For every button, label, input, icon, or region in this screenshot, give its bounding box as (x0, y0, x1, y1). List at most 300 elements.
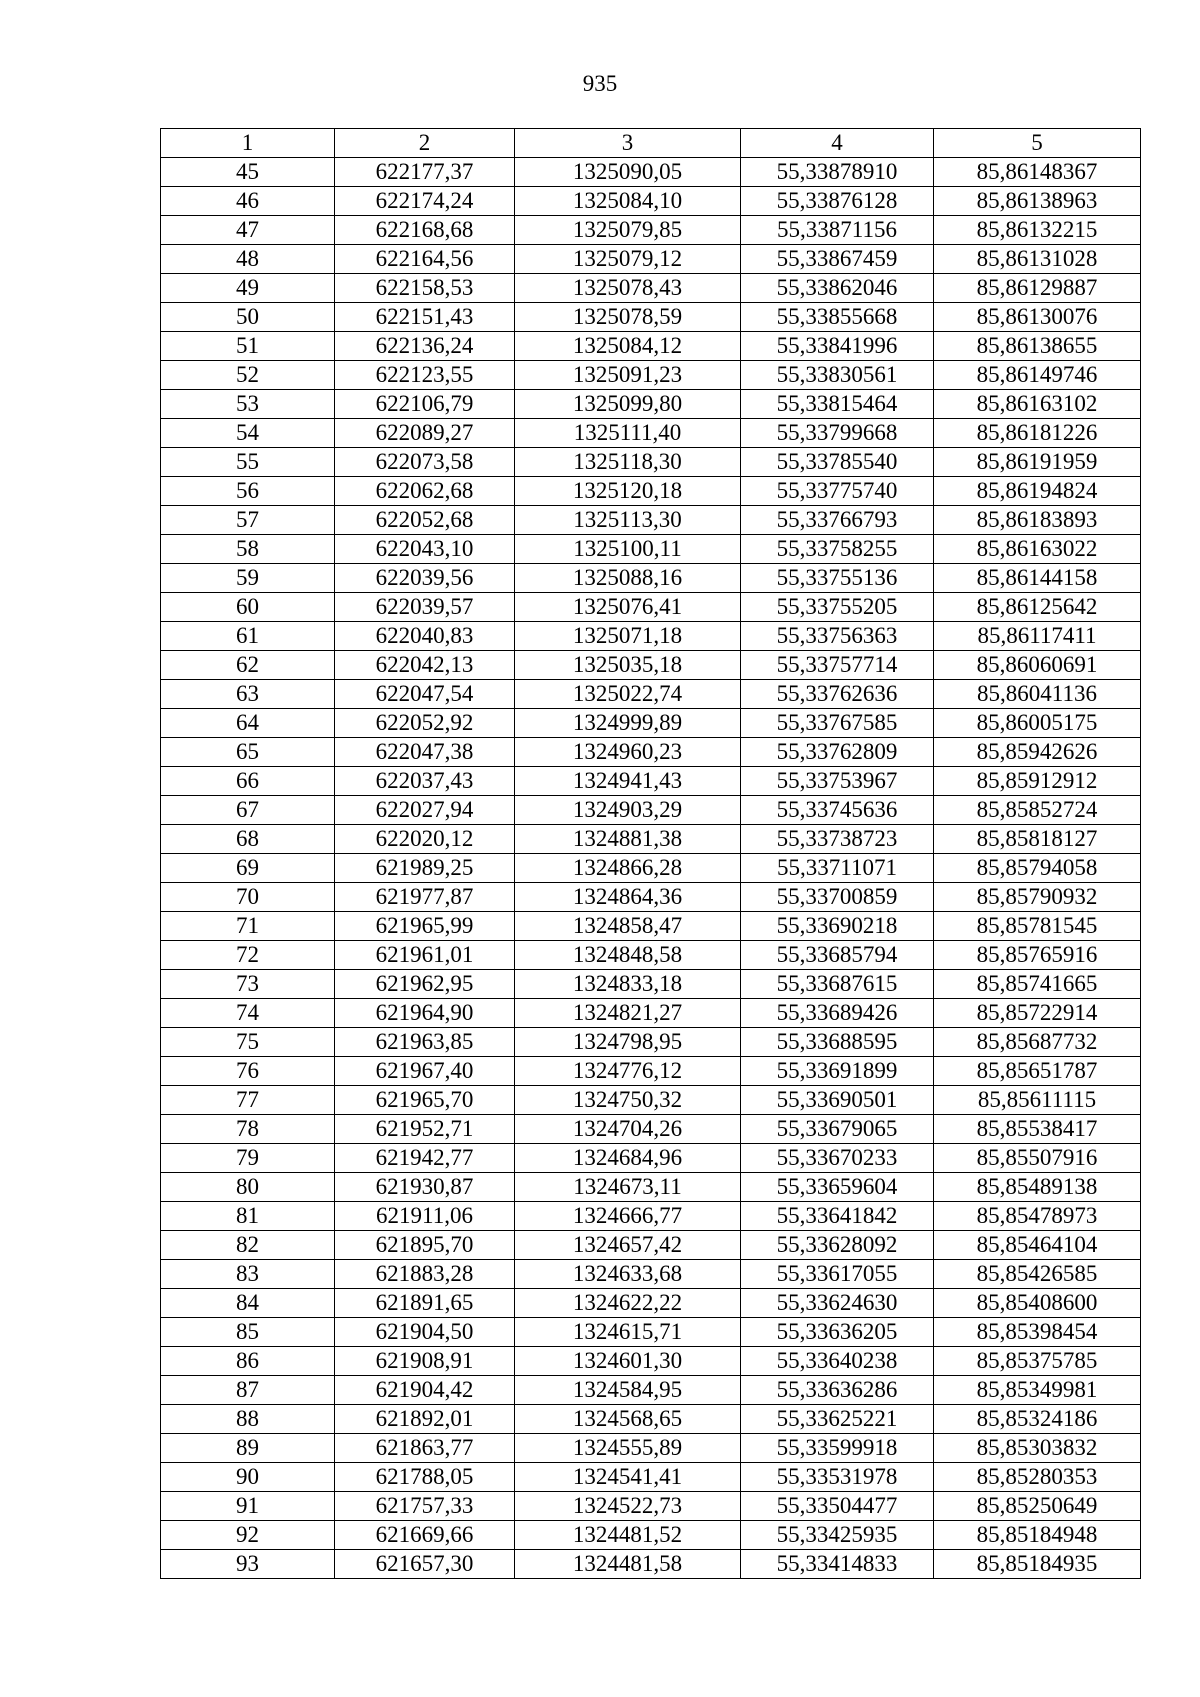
latitude-cell: 55,33640238 (741, 1347, 934, 1376)
longitude-cell: 85,85687732 (934, 1028, 1141, 1057)
y-coordinate-cell: 1325078,59 (515, 303, 741, 332)
table-row (161, 622, 1141, 651)
longitude-cell: 85,85280353 (934, 1463, 1141, 1492)
y-coordinate-cell: 1325113,30 (515, 506, 741, 535)
longitude-cell: 85,85426585 (934, 1260, 1141, 1289)
longitude-cell: 85,86005175 (934, 709, 1141, 738)
point-number-cell: 82 (161, 1231, 335, 1260)
point-number-cell: 55 (161, 448, 335, 477)
point-number-cell: 93 (161, 1550, 335, 1579)
point-number-cell: 81 (161, 1202, 335, 1231)
longitude-cell: 85,86194824 (934, 477, 1141, 506)
latitude-cell: 55,33745636 (741, 796, 934, 825)
longitude-cell: 85,86130076 (934, 303, 1141, 332)
x-coordinate-cell: 621967,40 (335, 1057, 515, 1086)
point-number-cell: 58 (161, 535, 335, 564)
latitude-cell: 55,33531978 (741, 1463, 934, 1492)
table-row (161, 1057, 1141, 1086)
x-coordinate-cell: 622052,92 (335, 709, 515, 738)
longitude-cell: 85,85184948 (934, 1521, 1141, 1550)
table-row (161, 1318, 1141, 1347)
point-number-cell: 71 (161, 912, 335, 941)
latitude-cell: 55,33876128 (741, 187, 934, 216)
header-cell-col-3: 3 (515, 129, 741, 158)
y-coordinate-cell: 1324555,89 (515, 1434, 741, 1463)
longitude-cell: 85,85651787 (934, 1057, 1141, 1086)
x-coordinate-cell: 622027,94 (335, 796, 515, 825)
table-row (161, 245, 1141, 274)
point-number-cell: 91 (161, 1492, 335, 1521)
longitude-cell: 85,85790932 (934, 883, 1141, 912)
x-coordinate-cell: 622042,13 (335, 651, 515, 680)
y-coordinate-cell: 1325090,05 (515, 158, 741, 187)
x-coordinate-cell: 621977,87 (335, 883, 515, 912)
x-coordinate-cell: 621895,70 (335, 1231, 515, 1260)
point-number-cell: 47 (161, 216, 335, 245)
y-coordinate-cell: 1324821,27 (515, 999, 741, 1028)
longitude-cell: 85,85464104 (934, 1231, 1141, 1260)
y-coordinate-cell: 1324541,41 (515, 1463, 741, 1492)
point-number-cell: 62 (161, 651, 335, 680)
table-row (161, 883, 1141, 912)
header-cell-col-2: 2 (335, 129, 515, 158)
y-coordinate-cell: 1324684,96 (515, 1144, 741, 1173)
longitude-cell: 85,85765916 (934, 941, 1141, 970)
latitude-cell: 55,33756363 (741, 622, 934, 651)
longitude-cell: 85,86163022 (934, 535, 1141, 564)
point-number-cell: 84 (161, 1289, 335, 1318)
header-row (161, 129, 1141, 158)
y-coordinate-cell: 1325035,18 (515, 651, 741, 680)
point-number-cell: 83 (161, 1260, 335, 1289)
latitude-cell: 55,33679065 (741, 1115, 934, 1144)
table-row (161, 1550, 1141, 1579)
longitude-cell: 85,85741665 (934, 970, 1141, 999)
latitude-cell: 55,33625221 (741, 1405, 934, 1434)
point-number-cell: 61 (161, 622, 335, 651)
point-number-cell: 80 (161, 1173, 335, 1202)
latitude-cell: 55,33425935 (741, 1521, 934, 1550)
latitude-cell: 55,33628092 (741, 1231, 934, 1260)
point-number-cell: 76 (161, 1057, 335, 1086)
longitude-cell: 85,85538417 (934, 1115, 1141, 1144)
point-number-cell: 60 (161, 593, 335, 622)
y-coordinate-cell: 1324848,58 (515, 941, 741, 970)
point-number-cell: 78 (161, 1115, 335, 1144)
table-row (161, 999, 1141, 1028)
y-coordinate-cell: 1325111,40 (515, 419, 741, 448)
table-row (161, 477, 1141, 506)
longitude-cell: 85,86191959 (934, 448, 1141, 477)
point-number-cell: 56 (161, 477, 335, 506)
table-row (161, 332, 1141, 361)
x-coordinate-cell: 621863,77 (335, 1434, 515, 1463)
table-row (161, 854, 1141, 883)
x-coordinate-cell: 621669,66 (335, 1521, 515, 1550)
latitude-cell: 55,33855668 (741, 303, 934, 332)
x-coordinate-cell: 622040,83 (335, 622, 515, 651)
latitude-cell: 55,33815464 (741, 390, 934, 419)
latitude-cell: 55,33688595 (741, 1028, 934, 1057)
longitude-cell: 85,86060691 (934, 651, 1141, 680)
y-coordinate-cell: 1324481,52 (515, 1521, 741, 1550)
x-coordinate-cell: 621892,01 (335, 1405, 515, 1434)
x-coordinate-cell: 621891,65 (335, 1289, 515, 1318)
table-row (161, 303, 1141, 332)
y-coordinate-cell: 1324666,77 (515, 1202, 741, 1231)
y-coordinate-cell: 1324798,95 (515, 1028, 741, 1057)
table-row (161, 1115, 1141, 1144)
y-coordinate-cell: 1324481,58 (515, 1550, 741, 1579)
table-row (161, 796, 1141, 825)
page-number: 935 (582, 71, 618, 96)
point-number-cell: 48 (161, 245, 335, 274)
y-coordinate-cell: 1324673,11 (515, 1173, 741, 1202)
table-row (161, 912, 1141, 941)
latitude-cell: 55,33687615 (741, 970, 934, 999)
y-coordinate-cell: 1324657,42 (515, 1231, 741, 1260)
latitude-cell: 55,33685794 (741, 941, 934, 970)
table-row (161, 1521, 1141, 1550)
x-coordinate-cell: 621904,50 (335, 1318, 515, 1347)
longitude-cell: 85,85408600 (934, 1289, 1141, 1318)
x-coordinate-cell: 622177,37 (335, 158, 515, 187)
longitude-cell: 85,85611115 (934, 1086, 1141, 1115)
x-coordinate-cell: 622039,56 (335, 564, 515, 593)
latitude-cell: 55,33871156 (741, 216, 934, 245)
longitude-cell: 85,86129887 (934, 274, 1141, 303)
table-row (161, 506, 1141, 535)
header-cell-col-5: 5 (934, 129, 1141, 158)
y-coordinate-cell: 1324960,23 (515, 738, 741, 767)
point-number-cell: 74 (161, 999, 335, 1028)
table-row (161, 738, 1141, 767)
table-row (161, 187, 1141, 216)
longitude-cell: 85,85794058 (934, 854, 1141, 883)
x-coordinate-cell: 622158,53 (335, 274, 515, 303)
latitude-cell: 55,33659604 (741, 1173, 934, 1202)
x-coordinate-cell: 622052,68 (335, 506, 515, 535)
point-number-cell: 90 (161, 1463, 335, 1492)
x-coordinate-cell: 621788,05 (335, 1463, 515, 1492)
table-row (161, 1202, 1141, 1231)
point-number-cell: 77 (161, 1086, 335, 1115)
latitude-cell: 55,33414833 (741, 1550, 934, 1579)
point-number-cell: 68 (161, 825, 335, 854)
x-coordinate-cell: 621965,70 (335, 1086, 515, 1115)
latitude-cell: 55,33753967 (741, 767, 934, 796)
latitude-cell: 55,33867459 (741, 245, 934, 274)
y-coordinate-cell: 1324881,38 (515, 825, 741, 854)
y-coordinate-cell: 1324999,89 (515, 709, 741, 738)
longitude-cell: 85,86132215 (934, 216, 1141, 245)
latitude-cell: 55,33617055 (741, 1260, 934, 1289)
x-coordinate-cell: 622037,43 (335, 767, 515, 796)
y-coordinate-cell: 1324776,12 (515, 1057, 741, 1086)
longitude-cell: 85,85324186 (934, 1405, 1141, 1434)
point-number-cell: 63 (161, 680, 335, 709)
point-number-cell: 54 (161, 419, 335, 448)
table-row (161, 1347, 1141, 1376)
x-coordinate-cell: 621908,91 (335, 1347, 515, 1376)
y-coordinate-cell: 1325084,12 (515, 332, 741, 361)
latitude-cell: 55,33689426 (741, 999, 934, 1028)
longitude-cell: 85,86041136 (934, 680, 1141, 709)
x-coordinate-cell: 621964,90 (335, 999, 515, 1028)
longitude-cell: 85,86183893 (934, 506, 1141, 535)
table-row (161, 361, 1141, 390)
y-coordinate-cell: 1325099,80 (515, 390, 741, 419)
latitude-cell: 55,33766793 (741, 506, 934, 535)
point-number-cell: 86 (161, 1347, 335, 1376)
x-coordinate-cell: 621952,71 (335, 1115, 515, 1144)
table-row (161, 1144, 1141, 1173)
longitude-cell: 85,86149746 (934, 361, 1141, 390)
x-coordinate-cell: 622043,10 (335, 535, 515, 564)
longitude-cell: 85,86138655 (934, 332, 1141, 361)
y-coordinate-cell: 1324615,71 (515, 1318, 741, 1347)
x-coordinate-cell: 621911,06 (335, 1202, 515, 1231)
table-row (161, 216, 1141, 245)
latitude-cell: 55,33690501 (741, 1086, 934, 1115)
table-row (161, 825, 1141, 854)
latitude-cell: 55,33767585 (741, 709, 934, 738)
x-coordinate-cell: 621942,77 (335, 1144, 515, 1173)
table-row (161, 535, 1141, 564)
latitude-cell: 55,33775740 (741, 477, 934, 506)
table-row (161, 767, 1141, 796)
y-coordinate-cell: 1324622,22 (515, 1289, 741, 1318)
longitude-cell: 85,85912912 (934, 767, 1141, 796)
x-coordinate-cell: 622123,55 (335, 361, 515, 390)
point-number-cell: 89 (161, 1434, 335, 1463)
table-row (161, 941, 1141, 970)
point-number-cell: 70 (161, 883, 335, 912)
y-coordinate-cell: 1324903,29 (515, 796, 741, 825)
latitude-cell: 55,33670233 (741, 1144, 934, 1173)
y-coordinate-cell: 1324568,65 (515, 1405, 741, 1434)
point-number-cell: 49 (161, 274, 335, 303)
longitude-cell: 85,85478973 (934, 1202, 1141, 1231)
latitude-cell: 55,33841996 (741, 332, 934, 361)
point-number-cell: 50 (161, 303, 335, 332)
y-coordinate-cell: 1324601,30 (515, 1347, 741, 1376)
y-coordinate-cell: 1325078,43 (515, 274, 741, 303)
table-row (161, 390, 1141, 419)
x-coordinate-cell: 622136,24 (335, 332, 515, 361)
x-coordinate-cell: 622039,57 (335, 593, 515, 622)
latitude-cell: 55,33757714 (741, 651, 934, 680)
latitude-cell: 55,33636205 (741, 1318, 934, 1347)
y-coordinate-cell: 1325088,16 (515, 564, 741, 593)
point-number-cell: 66 (161, 767, 335, 796)
latitude-cell: 55,33758255 (741, 535, 934, 564)
longitude-cell: 85,85398454 (934, 1318, 1141, 1347)
x-coordinate-cell: 621657,30 (335, 1550, 515, 1579)
table-row (161, 651, 1141, 680)
x-coordinate-cell: 622174,24 (335, 187, 515, 216)
longitude-cell: 85,85250649 (934, 1492, 1141, 1521)
longitude-cell: 85,85375785 (934, 1347, 1141, 1376)
table-row (161, 158, 1141, 187)
latitude-cell: 55,33504477 (741, 1492, 934, 1521)
y-coordinate-cell: 1325022,74 (515, 680, 741, 709)
table-row (161, 1231, 1141, 1260)
x-coordinate-cell: 621961,01 (335, 941, 515, 970)
point-number-cell: 75 (161, 1028, 335, 1057)
latitude-cell: 55,33755136 (741, 564, 934, 593)
latitude-cell: 55,33738723 (741, 825, 934, 854)
latitude-cell: 55,33762636 (741, 680, 934, 709)
point-number-cell: 69 (161, 854, 335, 883)
point-number-cell: 46 (161, 187, 335, 216)
table-row (161, 709, 1141, 738)
longitude-cell: 85,85507916 (934, 1144, 1141, 1173)
table-row (161, 1405, 1141, 1434)
longitude-cell: 85,86138963 (934, 187, 1141, 216)
y-coordinate-cell: 1324864,36 (515, 883, 741, 912)
table-row (161, 1173, 1141, 1202)
table-row (161, 564, 1141, 593)
point-number-cell: 64 (161, 709, 335, 738)
latitude-cell: 55,33862046 (741, 274, 934, 303)
point-number-cell: 51 (161, 332, 335, 361)
longitude-cell: 85,86148367 (934, 158, 1141, 187)
table-header (161, 129, 1141, 158)
x-coordinate-cell: 622168,68 (335, 216, 515, 245)
latitude-cell: 55,33878910 (741, 158, 934, 187)
table-row (161, 1289, 1141, 1318)
y-coordinate-cell: 1324750,32 (515, 1086, 741, 1115)
y-coordinate-cell: 1324522,73 (515, 1492, 741, 1521)
longitude-cell: 85,85722914 (934, 999, 1141, 1028)
longitude-cell: 85,85184935 (934, 1550, 1141, 1579)
x-coordinate-cell: 621963,85 (335, 1028, 515, 1057)
x-coordinate-cell: 621962,95 (335, 970, 515, 999)
longitude-cell: 85,86125642 (934, 593, 1141, 622)
longitude-cell: 85,86144158 (934, 564, 1141, 593)
coordinates-table (160, 128, 1141, 1579)
table-row (161, 680, 1141, 709)
table-row (161, 1434, 1141, 1463)
table-body (161, 158, 1141, 1579)
latitude-cell: 55,33624630 (741, 1289, 934, 1318)
x-coordinate-cell: 622062,68 (335, 477, 515, 506)
longitude-cell: 85,86131028 (934, 245, 1141, 274)
table-row (161, 1086, 1141, 1115)
point-number-cell: 88 (161, 1405, 335, 1434)
point-number-cell: 92 (161, 1521, 335, 1550)
table-row (161, 1463, 1141, 1492)
point-number-cell: 53 (161, 390, 335, 419)
table-row (161, 1376, 1141, 1405)
y-coordinate-cell: 1325084,10 (515, 187, 741, 216)
y-coordinate-cell: 1325076,41 (515, 593, 741, 622)
header-cell-col-4: 4 (741, 129, 934, 158)
longitude-cell: 85,85489138 (934, 1173, 1141, 1202)
x-coordinate-cell: 622106,79 (335, 390, 515, 419)
x-coordinate-cell: 621904,42 (335, 1376, 515, 1405)
longitude-cell: 85,85349981 (934, 1376, 1141, 1405)
latitude-cell: 55,33690218 (741, 912, 934, 941)
table-row (161, 274, 1141, 303)
table-row (161, 1028, 1141, 1057)
point-number-cell: 45 (161, 158, 335, 187)
y-coordinate-cell: 1325120,18 (515, 477, 741, 506)
point-number-cell: 59 (161, 564, 335, 593)
point-number-cell: 52 (161, 361, 335, 390)
point-number-cell: 72 (161, 941, 335, 970)
y-coordinate-cell: 1325091,23 (515, 361, 741, 390)
latitude-cell: 55,33641842 (741, 1202, 934, 1231)
x-coordinate-cell: 621757,33 (335, 1492, 515, 1521)
point-number-cell: 87 (161, 1376, 335, 1405)
x-coordinate-cell: 622047,54 (335, 680, 515, 709)
x-coordinate-cell: 622151,43 (335, 303, 515, 332)
x-coordinate-cell: 621965,99 (335, 912, 515, 941)
longitude-cell: 85,86117411 (934, 622, 1141, 651)
y-coordinate-cell: 1325071,18 (515, 622, 741, 651)
table-row (161, 593, 1141, 622)
point-number-cell: 65 (161, 738, 335, 767)
latitude-cell: 55,33636286 (741, 1376, 934, 1405)
table-row (161, 448, 1141, 477)
x-coordinate-cell: 621883,28 (335, 1260, 515, 1289)
point-number-cell: 79 (161, 1144, 335, 1173)
longitude-cell: 85,85818127 (934, 825, 1141, 854)
table-row (161, 419, 1141, 448)
x-coordinate-cell: 622073,58 (335, 448, 515, 477)
longitude-cell: 85,86163102 (934, 390, 1141, 419)
point-number-cell: 67 (161, 796, 335, 825)
y-coordinate-cell: 1325079,85 (515, 216, 741, 245)
y-coordinate-cell: 1324833,18 (515, 970, 741, 999)
header-cell-col-1: 1 (161, 129, 335, 158)
longitude-cell: 85,86181226 (934, 419, 1141, 448)
longitude-cell: 85,85942626 (934, 738, 1141, 767)
point-number-cell: 85 (161, 1318, 335, 1347)
latitude-cell: 55,33785540 (741, 448, 934, 477)
x-coordinate-cell: 621930,87 (335, 1173, 515, 1202)
x-coordinate-cell: 622089,27 (335, 419, 515, 448)
latitude-cell: 55,33755205 (741, 593, 934, 622)
y-coordinate-cell: 1325079,12 (515, 245, 741, 274)
point-number-cell: 73 (161, 970, 335, 999)
x-coordinate-cell: 622020,12 (335, 825, 515, 854)
latitude-cell: 55,33691899 (741, 1057, 934, 1086)
latitude-cell: 55,33711071 (741, 854, 934, 883)
x-coordinate-cell: 622047,38 (335, 738, 515, 767)
latitude-cell: 55,33599918 (741, 1434, 934, 1463)
latitude-cell: 55,33762809 (741, 738, 934, 767)
y-coordinate-cell: 1324584,95 (515, 1376, 741, 1405)
table-row (161, 1492, 1141, 1521)
longitude-cell: 85,85303832 (934, 1434, 1141, 1463)
latitude-cell: 55,33799668 (741, 419, 934, 448)
x-coordinate-cell: 621989,25 (335, 854, 515, 883)
latitude-cell: 55,33700859 (741, 883, 934, 912)
point-number-cell: 57 (161, 506, 335, 535)
table-row (161, 970, 1141, 999)
y-coordinate-cell: 1324704,26 (515, 1115, 741, 1144)
y-coordinate-cell: 1324866,28 (515, 854, 741, 883)
longitude-cell: 85,85781545 (934, 912, 1141, 941)
y-coordinate-cell: 1325100,11 (515, 535, 741, 564)
y-coordinate-cell: 1324941,43 (515, 767, 741, 796)
longitude-cell: 85,85852724 (934, 796, 1141, 825)
x-coordinate-cell: 622164,56 (335, 245, 515, 274)
y-coordinate-cell: 1324633,68 (515, 1260, 741, 1289)
